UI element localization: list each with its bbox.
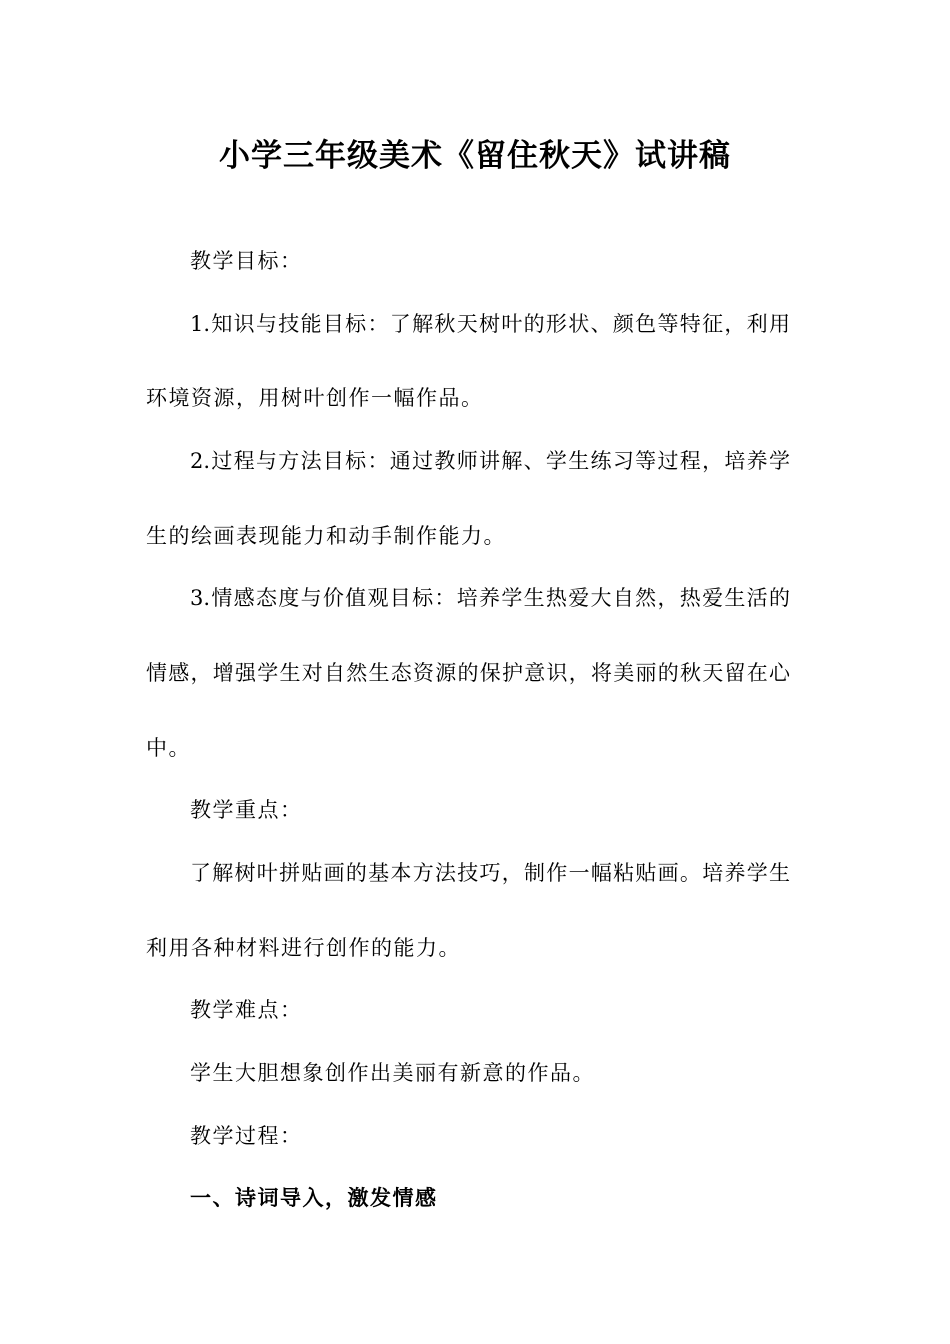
objective-3-line-1: 3.情感态度与价值观目标：培养学生热爱大自然，热爱生活的 xyxy=(190,586,790,610)
heading-teaching-objectives: 教学目标： xyxy=(190,249,303,273)
objective-2-line-2: 生的绘画表现能力和动手制作能力。 xyxy=(146,524,506,548)
objective-1-line-2: 环境资源，用树叶创作一幅作品。 xyxy=(146,386,484,410)
objective-2-line-1: 2.过程与方法目标：通过教师讲解、学生练习等过程，培养学 xyxy=(190,449,790,473)
heading-difficulties: 教学难点： xyxy=(190,998,303,1022)
objective-3-line-2: 情感，增强学生对自然生态资源的保护意识，将美丽的秋天留在心 xyxy=(146,661,790,685)
document-title: 小学三年级美术《留住秋天》试讲稿 xyxy=(219,138,731,174)
difficulties-text: 学生大胆想象创作出美丽有新意的作品。 xyxy=(190,1061,595,1085)
section-heading-1: 一、诗词导入，激发情感 xyxy=(190,1186,438,1210)
heading-key-points: 教学重点： xyxy=(190,798,303,822)
objective-1-line-1: 1.知识与技能目标：了解秋天树叶的形状、颜色等特征，利用 xyxy=(190,312,790,336)
key-points-line-1: 了解树叶拼贴画的基本方法技巧，制作一幅粘贴画。培养学生 xyxy=(190,861,790,885)
key-points-line-2: 利用各种材料进行创作的能力。 xyxy=(146,936,461,960)
objective-3-line-3: 中。 xyxy=(146,736,191,760)
heading-teaching-process: 教学过程： xyxy=(190,1124,303,1148)
